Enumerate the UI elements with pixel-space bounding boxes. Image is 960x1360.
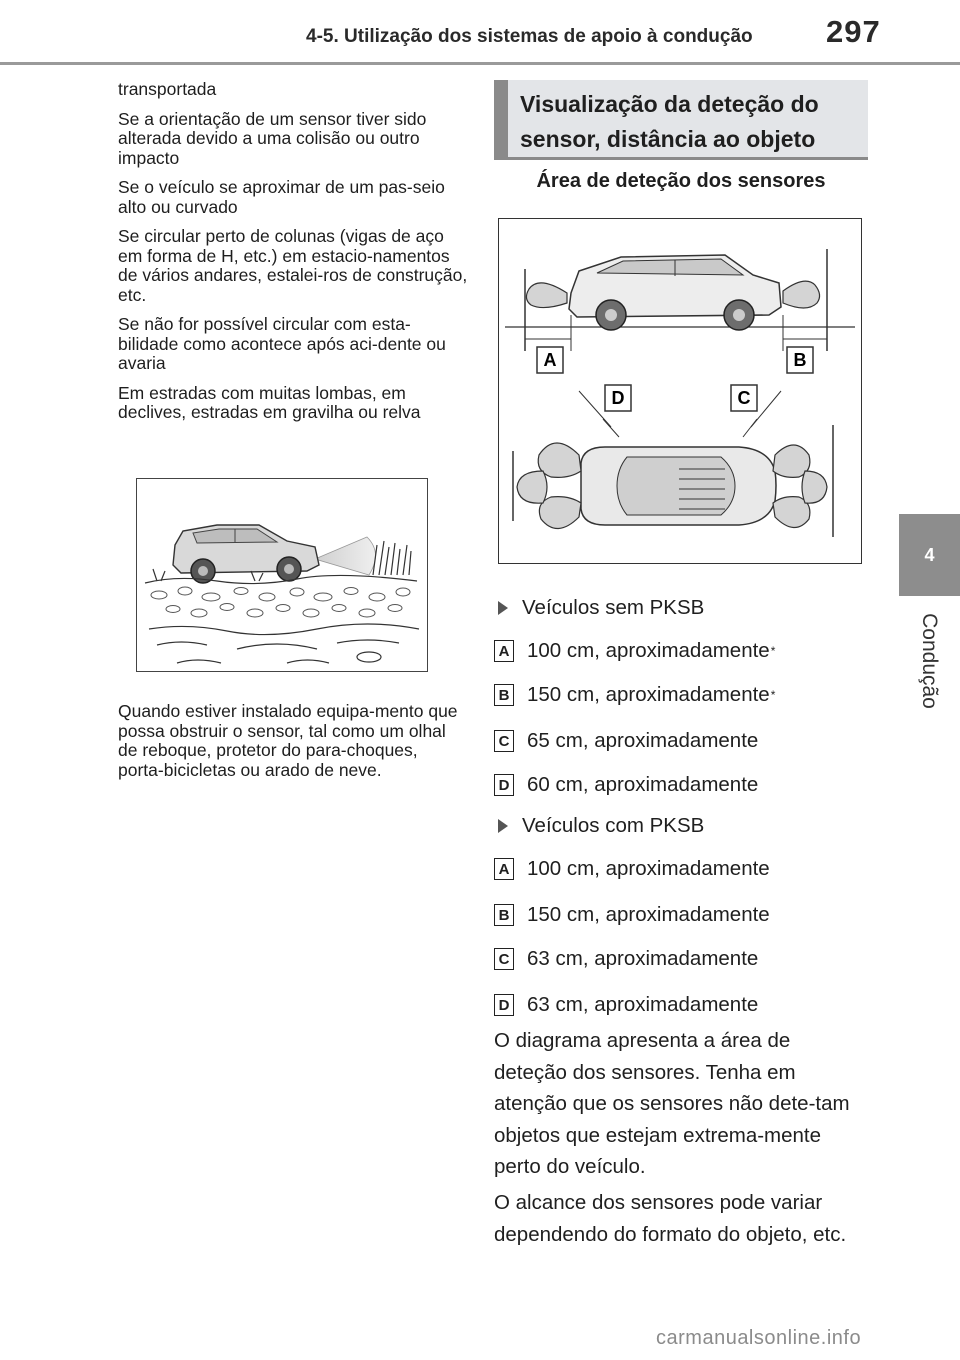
sensor-diagram-drawing bbox=[499, 219, 861, 563]
page-number: 297 bbox=[826, 14, 881, 49]
item-text: 100 cm, aproximadamente bbox=[527, 857, 770, 880]
bullet-label: Veículos com PKSB bbox=[522, 814, 705, 837]
bullet-heading bbox=[494, 814, 704, 838]
letter-badge: A bbox=[494, 640, 514, 662]
paragraph: transportada bbox=[118, 79, 217, 99]
list-item bbox=[494, 772, 758, 798]
header-rule bbox=[0, 62, 960, 65]
paragraph: O diagrama apresenta a área de deteção dos sensores. Tenha em atenção que os sensores não dete-tam objetos que estejam extrema-mente perto do veículo. bbox=[494, 1029, 850, 1178]
watermark: carmanualsonline.info bbox=[656, 1327, 862, 1349]
letter-badge: B bbox=[494, 684, 514, 706]
section-heading bbox=[494, 80, 868, 160]
letter-badge: C bbox=[494, 730, 514, 752]
rough-road-illustration bbox=[136, 478, 428, 672]
triangle-bullet-icon bbox=[498, 819, 508, 833]
chapter-label bbox=[903, 606, 955, 716]
diagram-label-b: B bbox=[793, 350, 807, 370]
letter-badge: D bbox=[494, 994, 514, 1016]
footnote-mark: * bbox=[770, 644, 776, 658]
paragraph: Quando estiver instalado equipa-mento que possa obstruir o sensor, tal como um olhal de reboque, protetor do para-choques, porta-bicicletas ou arado de neve. bbox=[118, 701, 458, 780]
diagram-label-c: C bbox=[737, 388, 751, 408]
item-text: 63 cm, aproximadamente bbox=[527, 993, 759, 1016]
footnote-mark: * bbox=[770, 688, 776, 702]
list-item bbox=[494, 728, 758, 754]
bullet-label: Veículos sem PKSB bbox=[522, 596, 705, 619]
triangle-bullet-icon bbox=[498, 601, 508, 615]
chapter-number: 4 bbox=[924, 544, 935, 565]
letter-badge: B bbox=[494, 904, 514, 926]
item-text: 65 cm, aproximadamente bbox=[527, 729, 759, 752]
section-heading-text: Visualização da deteção do sensor, distância ao objeto bbox=[520, 91, 819, 152]
sensor-detection-diagram bbox=[498, 218, 862, 564]
item-text: 63 cm, aproximadamente bbox=[527, 947, 759, 970]
section-title: 4-5. Utilização dos sistemas de apoio à condução bbox=[306, 26, 753, 47]
diagram-label-d: D bbox=[611, 388, 625, 408]
chapter-tab[interactable] bbox=[899, 514, 960, 596]
list-item bbox=[494, 946, 758, 972]
paragraph: Se circular perto de colunas (vigas de aço em forma de H, etc.) em estacio-namentos de vários andares, estalei-ros de construção, etc. bbox=[118, 226, 468, 305]
chapter-name: Condução bbox=[918, 613, 941, 709]
paragraph: O alcance dos sensores pode variar dependendo do formato do objeto, etc. bbox=[494, 1191, 847, 1246]
item-text: 60 cm, aproximadamente bbox=[527, 773, 759, 796]
list-item bbox=[494, 638, 775, 664]
paragraph: Em estradas com muitas lombas, em declives, estradas em gravilha ou relva bbox=[118, 382, 421, 422]
letter-badge: C bbox=[494, 948, 514, 970]
item-text: 100 cm, aproximadamente bbox=[527, 639, 770, 662]
item-text: 150 cm, aproximadamente bbox=[527, 683, 770, 706]
list-item bbox=[494, 902, 770, 928]
list-item bbox=[494, 856, 770, 882]
item-text: 150 cm, aproximadamente bbox=[527, 903, 770, 926]
letter-badge: D bbox=[494, 774, 514, 796]
paragraph: Se a orientação de um sensor tiver sido alterada devido a uma colisão ou outro impacto bbox=[118, 108, 427, 168]
rough-road-drawing bbox=[137, 479, 427, 671]
paragraph: Se não for possível circular com esta-bilidade como acontece após aci-dente ou avaria bbox=[118, 314, 446, 373]
list-item bbox=[494, 682, 775, 708]
bullet-heading bbox=[494, 596, 704, 620]
subheading: Área de deteção dos sensores bbox=[536, 170, 826, 192]
paragraph: Se o veículo se aproximar de um pas-seio alto ou curvado bbox=[118, 177, 445, 217]
letter-badge: A bbox=[494, 858, 514, 880]
left-column bbox=[118, 80, 468, 433]
diagram-label-a: A bbox=[543, 350, 557, 370]
list-item bbox=[494, 992, 758, 1018]
